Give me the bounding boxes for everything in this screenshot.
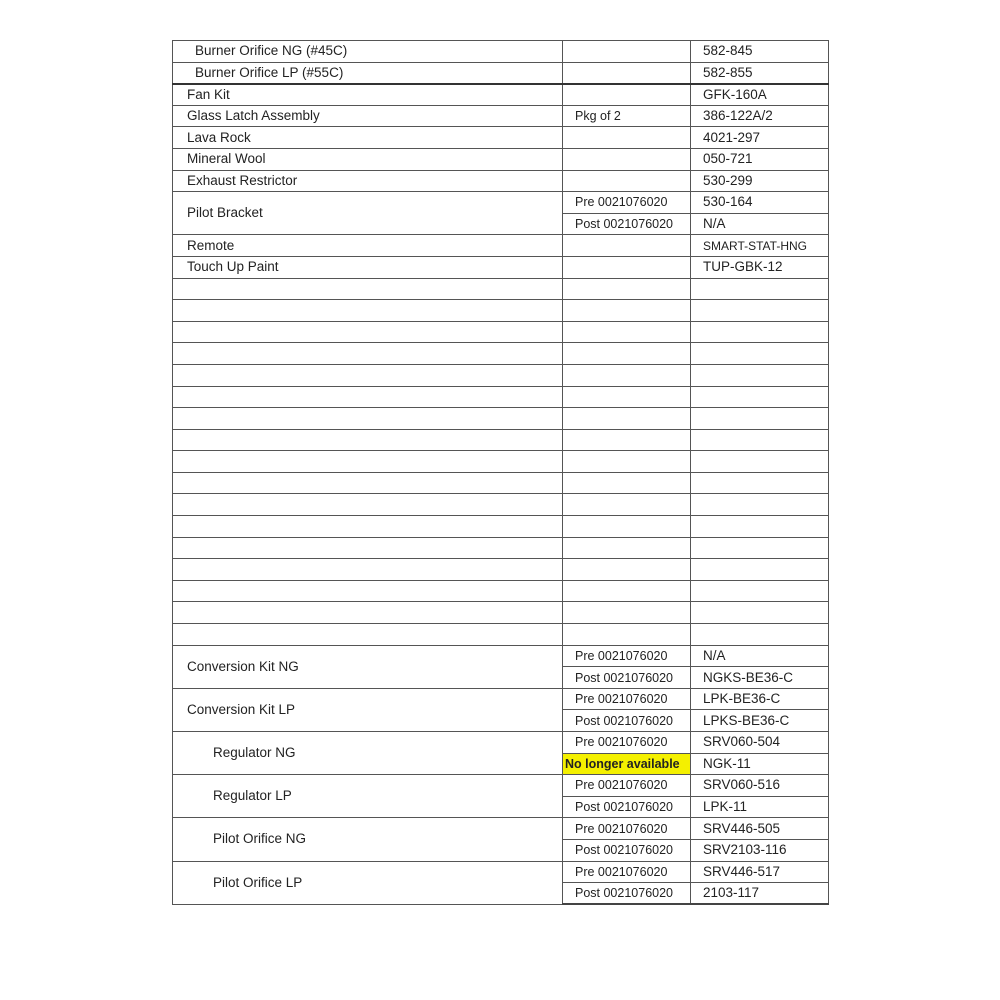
item-name: Regulator NG bbox=[173, 732, 563, 775]
empty-cell bbox=[173, 408, 563, 430]
empty-row bbox=[173, 451, 829, 473]
part-number: 582-845 bbox=[691, 41, 829, 63]
part-number: SRV446-505 bbox=[691, 818, 829, 840]
item-name: Touch Up Paint bbox=[173, 256, 563, 278]
table-row bbox=[173, 732, 829, 754]
empty-cell bbox=[173, 624, 563, 646]
empty-rows bbox=[173, 278, 829, 645]
empty-row bbox=[173, 364, 829, 386]
part-number: N/A bbox=[691, 645, 829, 667]
empty-cell bbox=[173, 321, 563, 343]
item-note: Pre 0021076020 bbox=[563, 775, 691, 797]
part-number: 530-299 bbox=[691, 170, 829, 192]
item-name: Exhaust Restrictor bbox=[173, 170, 563, 192]
empty-cell bbox=[691, 472, 829, 494]
empty-row bbox=[173, 602, 829, 624]
item-note: Pre 0021076020 bbox=[563, 645, 691, 667]
empty-cell bbox=[563, 429, 691, 451]
part-number: TUP-GBK-12 bbox=[691, 256, 829, 278]
empty-cell bbox=[173, 580, 563, 602]
item-note: Pre 0021076020 bbox=[563, 818, 691, 840]
empty-row bbox=[173, 278, 829, 300]
empty-cell bbox=[563, 343, 691, 365]
empty-cell bbox=[691, 429, 829, 451]
table-row bbox=[173, 62, 829, 84]
item-note: Pre 0021076020 bbox=[563, 861, 691, 883]
part-number: LPK-BE36-C bbox=[691, 688, 829, 710]
part-number: SRV446-517 bbox=[691, 861, 829, 883]
part-number: 530-164 bbox=[691, 192, 829, 214]
item-name: Mineral Wool bbox=[173, 148, 563, 170]
table-row bbox=[173, 192, 829, 214]
item-note bbox=[563, 127, 691, 149]
empty-row bbox=[173, 559, 829, 581]
empty-cell bbox=[563, 408, 691, 430]
empty-cell bbox=[563, 559, 691, 581]
table-row bbox=[173, 148, 829, 170]
item-note bbox=[563, 41, 691, 63]
part-number: 4021-297 bbox=[691, 127, 829, 149]
parts-list-document bbox=[172, 40, 828, 905]
empty-cell bbox=[563, 278, 691, 300]
table-row bbox=[173, 688, 829, 710]
empty-cell bbox=[173, 537, 563, 559]
empty-cell bbox=[173, 343, 563, 365]
empty-row bbox=[173, 537, 829, 559]
empty-cell bbox=[563, 300, 691, 322]
table-row bbox=[173, 645, 829, 667]
item-note bbox=[563, 62, 691, 84]
part-number: 2103-117 bbox=[691, 883, 829, 905]
item-name: Conversion Kit NG bbox=[173, 645, 563, 688]
empty-row bbox=[173, 516, 829, 538]
empty-cell bbox=[173, 602, 563, 624]
empty-cell bbox=[563, 386, 691, 408]
item-note bbox=[563, 235, 691, 257]
empty-row bbox=[173, 472, 829, 494]
empty-cell bbox=[691, 278, 829, 300]
table-row bbox=[173, 127, 829, 149]
item-name: Remote bbox=[173, 235, 563, 257]
empty-cell bbox=[563, 321, 691, 343]
item-name: Regulator LP bbox=[173, 775, 563, 818]
empty-cell bbox=[563, 516, 691, 538]
item-name: Pilot Orifice NG bbox=[173, 818, 563, 861]
empty-cell bbox=[563, 624, 691, 646]
empty-cell bbox=[173, 494, 563, 516]
empty-cell bbox=[173, 278, 563, 300]
part-number: NGKS-BE36-C bbox=[691, 667, 829, 689]
empty-cell bbox=[563, 602, 691, 624]
empty-cell bbox=[173, 516, 563, 538]
part-number: 386-122A/2 bbox=[691, 105, 829, 127]
part-number: 582-855 bbox=[691, 62, 829, 84]
empty-cell bbox=[563, 451, 691, 473]
part-number: 050-721 bbox=[691, 148, 829, 170]
part-number: LPK-11 bbox=[691, 796, 829, 818]
empty-cell bbox=[563, 580, 691, 602]
empty-cell bbox=[691, 321, 829, 343]
empty-cell bbox=[173, 364, 563, 386]
parts-table bbox=[172, 40, 829, 905]
table-row bbox=[173, 41, 829, 63]
empty-cell bbox=[691, 559, 829, 581]
item-note bbox=[563, 170, 691, 192]
empty-cell bbox=[173, 559, 563, 581]
empty-cell bbox=[691, 516, 829, 538]
empty-cell bbox=[173, 451, 563, 473]
empty-row bbox=[173, 300, 829, 322]
empty-cell bbox=[563, 472, 691, 494]
item-name: Pilot Orifice LP bbox=[173, 861, 563, 904]
part-number: GFK-160A bbox=[691, 84, 829, 106]
empty-row bbox=[173, 321, 829, 343]
empty-cell bbox=[173, 300, 563, 322]
empty-cell bbox=[691, 602, 829, 624]
empty-cell bbox=[691, 408, 829, 430]
empty-cell bbox=[691, 624, 829, 646]
item-name: Conversion Kit LP bbox=[173, 688, 563, 731]
item-note: Pre 0021076020 bbox=[563, 192, 691, 214]
table-row bbox=[173, 256, 829, 278]
part-number: LPKS-BE36-C bbox=[691, 710, 829, 732]
empty-cell bbox=[691, 494, 829, 516]
part-number: SRV060-504 bbox=[691, 732, 829, 754]
empty-cell bbox=[691, 386, 829, 408]
item-name: Lava Rock bbox=[173, 127, 563, 149]
item-note: Post 0021076020 bbox=[563, 213, 691, 235]
item-name: Pilot Bracket bbox=[173, 192, 563, 235]
item-note bbox=[563, 256, 691, 278]
empty-cell bbox=[691, 451, 829, 473]
item-note: Pre 0021076020 bbox=[563, 732, 691, 754]
item-note bbox=[563, 148, 691, 170]
item-note: Post 0021076020 bbox=[563, 839, 691, 861]
item-name: Fan Kit bbox=[173, 84, 563, 106]
empty-row bbox=[173, 580, 829, 602]
part-number: SMART-STAT-HNG bbox=[691, 235, 829, 257]
empty-cell bbox=[173, 386, 563, 408]
table-row bbox=[173, 235, 829, 257]
empty-cell bbox=[691, 580, 829, 602]
item-note: Post 0021076020 bbox=[563, 710, 691, 732]
item-note: Post 0021076020 bbox=[563, 796, 691, 818]
item-note: Pkg of 2 bbox=[563, 105, 691, 127]
table-row bbox=[173, 84, 829, 106]
empty-cell bbox=[563, 364, 691, 386]
empty-row bbox=[173, 386, 829, 408]
item-note: Post 0021076020 bbox=[563, 883, 691, 905]
part-number: SRV2103-116 bbox=[691, 839, 829, 861]
part-number: SRV060-516 bbox=[691, 775, 829, 797]
table-row bbox=[173, 775, 829, 797]
empty-cell bbox=[691, 343, 829, 365]
item-note: Post 0021076020 bbox=[563, 667, 691, 689]
table-row bbox=[173, 105, 829, 127]
part-number: N/A bbox=[691, 213, 829, 235]
empty-row bbox=[173, 494, 829, 516]
item-name: Burner Orifice LP (#55C) bbox=[173, 62, 563, 84]
empty-cell bbox=[173, 472, 563, 494]
empty-cell bbox=[691, 364, 829, 386]
table-row bbox=[173, 170, 829, 192]
item-note bbox=[563, 84, 691, 106]
empty-row bbox=[173, 343, 829, 365]
item-name: Glass Latch Assembly bbox=[173, 105, 563, 127]
empty-cell bbox=[691, 300, 829, 322]
table-row bbox=[173, 818, 829, 840]
empty-cell bbox=[563, 494, 691, 516]
empty-row bbox=[173, 408, 829, 430]
empty-cell bbox=[173, 429, 563, 451]
empty-row bbox=[173, 429, 829, 451]
no-longer-available-badge: No longer available bbox=[563, 753, 691, 775]
empty-row bbox=[173, 624, 829, 646]
empty-cell bbox=[563, 537, 691, 559]
item-name: Burner Orifice NG (#45C) bbox=[173, 41, 563, 63]
item-note: Pre 0021076020 bbox=[563, 688, 691, 710]
part-number: NGK-11 bbox=[691, 753, 829, 775]
empty-cell bbox=[691, 537, 829, 559]
table-row bbox=[173, 861, 829, 883]
